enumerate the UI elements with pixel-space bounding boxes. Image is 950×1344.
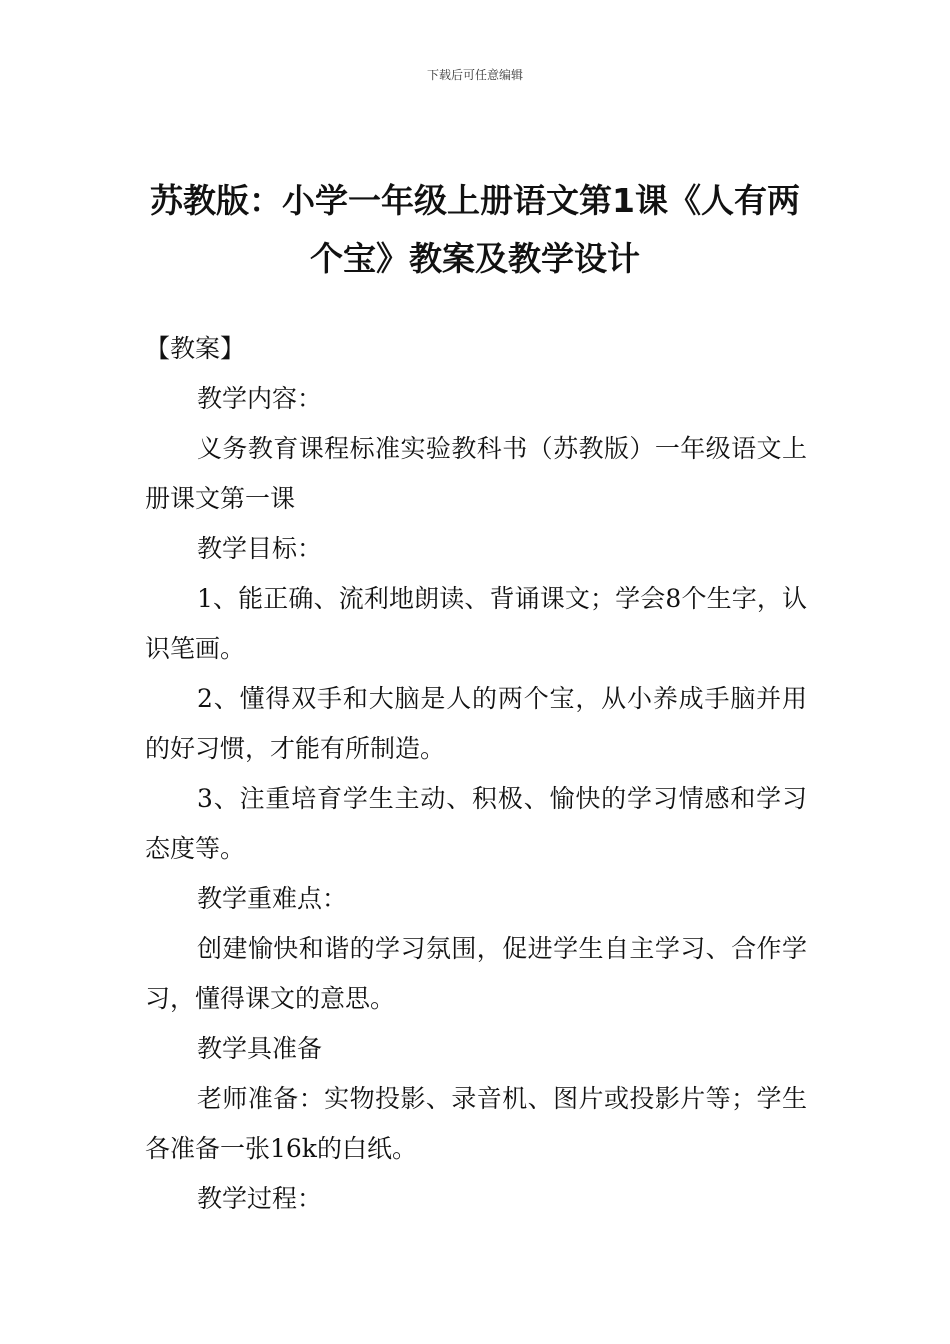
document-title: 苏教版：小学一年级上册语文第1课《人有两个宝》教案及教学设计 [150,181,800,278]
paragraph-key-points-label: 教学重难点： [197,884,348,913]
paragraph-process-label: 教学过程： [197,1184,323,1213]
paragraph-key-points: 创建愉快和谐的学习氛围，促进学生自主学习、合作学习，懂得课文的意思。 [145,934,807,1013]
header-note: 下载后可任意编辑 [426,68,523,82]
paragraph-goal-2: 2、懂得双手和大脑是人的两个宝，从小养成手脑并用的好习惯，才能有所制造。 [145,684,807,763]
section-heading-lesson-plan: 【教案】 [145,334,246,363]
paragraph-teaching-goals-label: 教学目标： [197,534,323,563]
document-body [145,324,807,1224]
paragraph-materials-label: 教学具准备 [197,1034,323,1063]
paragraph-teaching-content-label: 教学内容： [197,384,323,413]
paragraph-goal-3: 3、注重培育学生主动、积极、愉快的学习情感和学习态度等。 [145,784,807,863]
paragraph-goal-1: 1、能正确、流利地朗读、背诵课文；学会8个生字，认识笔画。 [145,584,807,663]
paragraph-materials: 老师准备：实物投影、录音机、图片或投影片等；学生各准备一张16k的白纸。 [145,1084,807,1163]
paragraph-teaching-content: 义务教育课程标准实验教科书（苏教版）一年级语文上册课文第一课 [145,434,807,513]
